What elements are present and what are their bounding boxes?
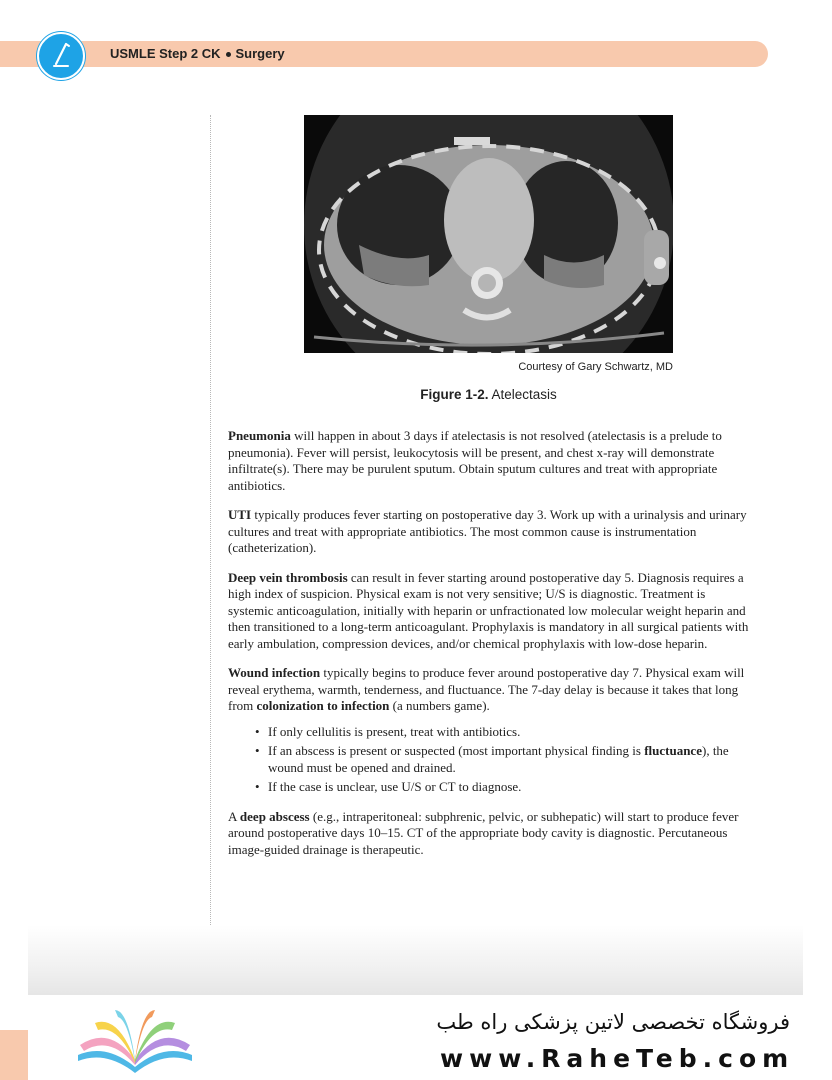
wound-bullet-list (228, 724, 752, 796)
running-header (110, 45, 285, 63)
term-uti: UTI (228, 507, 252, 522)
open-book-logo (70, 1005, 200, 1075)
abscess-pre: A (228, 808, 240, 824)
list-item (268, 743, 752, 776)
book-title: USMLE Step 2 CK (110, 46, 221, 61)
wound-text-2: (a numbers game). (389, 698, 490, 713)
bullet-2-pre: If an abscess is present or suspected (most important physical finding is (268, 743, 645, 758)
ct-scan-image (304, 115, 673, 353)
abscess-text: (e.g., intraperitoneal: subphrenic, pelvic, or subhepatic) will start to produce fever around postoperative days 10–15. CT of the appropriate body cavity is diagnostic. Percutaneous image-guided drainage is therapeutic. (228, 808, 739, 857)
bullet-1-text: If only cellulitis is present, treat with antibiotics. (268, 723, 521, 739)
body-text (228, 428, 752, 871)
wound-bold: colonization to infection (256, 698, 390, 713)
stethoscope-icon (37, 32, 85, 80)
margin-rule (210, 115, 211, 995)
store-name: فروشگاه تخصصی لاتین پزشکی راه طب (436, 1010, 790, 1034)
term-pneumonia: Pneumonia (228, 428, 291, 443)
paragraph-pneumonia (228, 428, 752, 494)
term-deep-abscess: deep abscess (239, 808, 310, 824)
term-dvt: Deep vein thrombosis (228, 569, 348, 585)
store-url[interactable]: www.RaheTeb.com (440, 1044, 795, 1073)
separator-dot (226, 52, 231, 57)
bullet-2-bold: fluctuance (644, 743, 702, 758)
footer-tab (0, 1030, 28, 1080)
paragraph-dvt (228, 570, 752, 653)
bullet-2-post: ), the wound must be opened and drained. (268, 743, 729, 775)
bullet-3-text: If the case is unclear, use U/S or CT to diagnose. (268, 779, 522, 794)
list-item (268, 779, 752, 796)
term-wound: Wound infection (228, 665, 321, 680)
paragraph-abscess (228, 809, 752, 859)
dvt-text: can result in fever starting around postoperative day 5. Diagnosis requires a high index of suspicion. Physical exam is not very sensitive; U/S is diagnostic. Treatment is systemic anticoagulation, initially with heparin or unfractionated low molecular weight heparin and then transitioned to a long-term anticoagulant. Prophylaxis is mandatory in all surgical patients with early ambulation, compression devices, and/or chemical prophylaxis with low-dose heparin. (228, 569, 749, 651)
list-item (268, 724, 752, 741)
pneumonia-text: will happen in about 3 days if atelectasis is not resolved (atelectasis is a prelude to pneumonia). Fever will persist, leukocytosis will be present, and chest x-ray will demonstrate infiltrate(s). There may be purulent sputum. Obtain sputum cultures and treat with appropriate antibiotics. (228, 428, 722, 493)
uti-text: typically produces fever starting on postoperative day 3. Work up with a urinalysis and urinary cultures and treat with appropriate antibiotics. The most common cause is instrumentation (catheterization). (228, 507, 747, 555)
paragraph-wound (228, 665, 752, 715)
paragraph-uti (228, 507, 752, 557)
section-title: Surgery (235, 46, 285, 61)
figure-caption (304, 387, 673, 402)
page-bottom-shadow (28, 925, 803, 995)
figure-credit: Courtesy of Gary Schwartz, MD (518, 361, 673, 373)
figure-label: Figure 1-2. (420, 387, 489, 402)
wound-text-1: typically begins to produce fever around postoperative day 7. Physical exam will reveal erythema, warmth, tenderness, and fluctuance. The 7-day delay is because it takes that long from (228, 665, 745, 713)
figure-title: Atelectasis (491, 387, 557, 402)
